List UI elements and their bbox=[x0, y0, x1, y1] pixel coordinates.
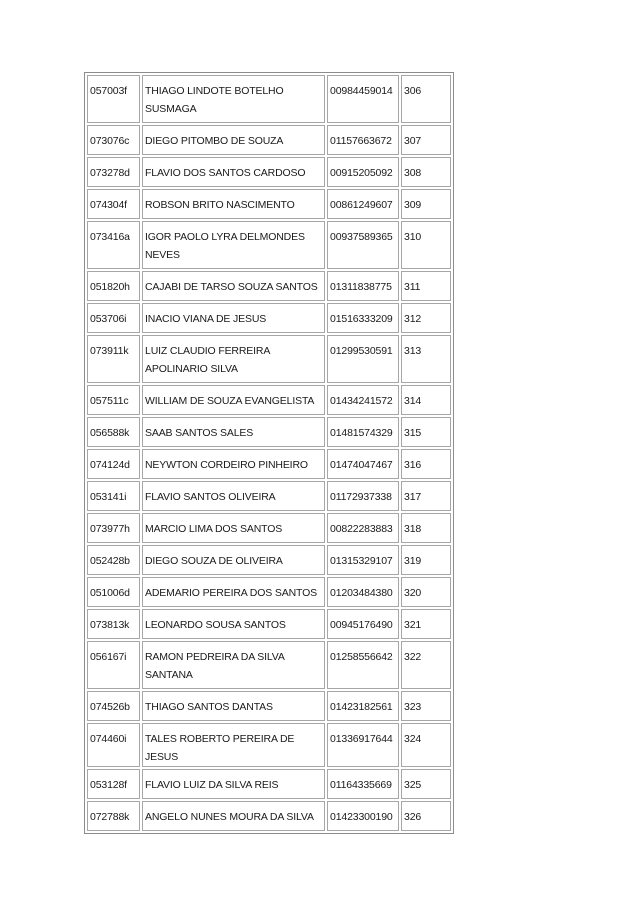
table-row bbox=[87, 577, 451, 607]
registration-code-cell: 072788k bbox=[87, 801, 140, 831]
sequence-number-cell: 314 bbox=[401, 385, 451, 415]
document-number-cell: 00937589365 bbox=[327, 221, 399, 269]
sequence-number-cell: 311 bbox=[401, 271, 451, 301]
sequence-number-cell: 326 bbox=[401, 801, 451, 831]
full-name-cell: LUIZ CLAUDIO FERREIRA APOLINARIO SILVA bbox=[142, 335, 325, 383]
table-row bbox=[87, 417, 451, 447]
full-name-cell: INACIO VIANA DE JESUS bbox=[142, 303, 325, 333]
full-name-cell: ADEMARIO PEREIRA DOS SANTOS bbox=[142, 577, 325, 607]
registration-code-cell: 053706i bbox=[87, 303, 140, 333]
sequence-number-cell: 312 bbox=[401, 303, 451, 333]
full-name-cell: FLAVIO DOS SANTOS CARDOSO bbox=[142, 157, 325, 187]
document-number-cell: 01203484380 bbox=[327, 577, 399, 607]
records-table bbox=[84, 72, 454, 834]
document-number-cell: 01172937338 bbox=[327, 481, 399, 511]
document-number-cell: 00945176490 bbox=[327, 609, 399, 639]
document-number-cell: 01423300190 bbox=[327, 801, 399, 831]
sequence-number-cell: 321 bbox=[401, 609, 451, 639]
document-number-cell: 01164335669 bbox=[327, 769, 399, 799]
table-row bbox=[87, 271, 451, 301]
table-row bbox=[87, 125, 451, 155]
sequence-number-cell: 310 bbox=[401, 221, 451, 269]
sequence-number-cell: 307 bbox=[401, 125, 451, 155]
registration-code-cell: 053128f bbox=[87, 769, 140, 799]
document-number-cell: 00984459014 bbox=[327, 75, 399, 123]
document-number-cell: 01315329107 bbox=[327, 545, 399, 575]
document-number-cell: 00822283883 bbox=[327, 513, 399, 543]
sequence-number-cell: 316 bbox=[401, 449, 451, 479]
registration-code-cell: 057003f bbox=[87, 75, 140, 123]
table-row bbox=[87, 221, 451, 269]
full-name-cell: WILLIAM DE SOUZA EVANGELISTA bbox=[142, 385, 325, 415]
document-number-cell: 01516333209 bbox=[327, 303, 399, 333]
document-number-cell: 01336917644 bbox=[327, 723, 399, 767]
table-row bbox=[87, 641, 451, 689]
registration-code-cell: 073813k bbox=[87, 609, 140, 639]
registration-code-cell: 073076c bbox=[87, 125, 140, 155]
full-name-cell: IGOR PAOLO LYRA DELMONDES NEVES bbox=[142, 221, 325, 269]
full-name-cell: THIAGO LINDOTE BOTELHO SUSMAGA bbox=[142, 75, 325, 123]
table-row bbox=[87, 303, 451, 333]
table-row bbox=[87, 481, 451, 511]
sequence-number-cell: 309 bbox=[401, 189, 451, 219]
registration-code-cell: 073278d bbox=[87, 157, 140, 187]
document-number-cell: 01434241572 bbox=[327, 385, 399, 415]
registration-code-cell: 051820h bbox=[87, 271, 140, 301]
sequence-number-cell: 325 bbox=[401, 769, 451, 799]
full-name-cell: RAMON PEDREIRA DA SILVA SANTANA bbox=[142, 641, 325, 689]
document-number-cell: 01157663672 bbox=[327, 125, 399, 155]
registration-code-cell: 074460i bbox=[87, 723, 140, 767]
full-name-cell: DIEGO SOUZA DE OLIVEIRA bbox=[142, 545, 325, 575]
records-table-body bbox=[87, 75, 451, 831]
table-row bbox=[87, 545, 451, 575]
document-number-cell: 01299530591 bbox=[327, 335, 399, 383]
full-name-cell: DIEGO PITOMBO DE SOUZA bbox=[142, 125, 325, 155]
registration-code-cell: 074526b bbox=[87, 691, 140, 721]
table-row bbox=[87, 513, 451, 543]
registration-code-cell: 056167i bbox=[87, 641, 140, 689]
table-row bbox=[87, 189, 451, 219]
registration-code-cell: 051006d bbox=[87, 577, 140, 607]
table-row bbox=[87, 75, 451, 123]
document-number-cell: 01481574329 bbox=[327, 417, 399, 447]
registration-code-cell: 074304f bbox=[87, 189, 140, 219]
registration-code-cell: 052428b bbox=[87, 545, 140, 575]
full-name-cell: SAAB SANTOS SALES bbox=[142, 417, 325, 447]
table-row bbox=[87, 723, 451, 767]
sequence-number-cell: 318 bbox=[401, 513, 451, 543]
table-row bbox=[87, 385, 451, 415]
sequence-number-cell: 315 bbox=[401, 417, 451, 447]
table-row bbox=[87, 609, 451, 639]
document-number-cell: 01474047467 bbox=[327, 449, 399, 479]
document-number-cell: 01311838775 bbox=[327, 271, 399, 301]
table-row bbox=[87, 801, 451, 831]
full-name-cell: CAJABI DE TARSO SOUZA SANTOS bbox=[142, 271, 325, 301]
full-name-cell: NEYWTON CORDEIRO PINHEIRO bbox=[142, 449, 325, 479]
document-number-cell: 01423182561 bbox=[327, 691, 399, 721]
document-number-cell: 00861249607 bbox=[327, 189, 399, 219]
table-row bbox=[87, 691, 451, 721]
sequence-number-cell: 324 bbox=[401, 723, 451, 767]
sequence-number-cell: 306 bbox=[401, 75, 451, 123]
registration-code-cell: 056588k bbox=[87, 417, 140, 447]
full-name-cell: LEONARDO SOUSA SANTOS bbox=[142, 609, 325, 639]
full-name-cell: MARCIO LIMA DOS SANTOS bbox=[142, 513, 325, 543]
registration-code-cell: 073911k bbox=[87, 335, 140, 383]
table-row bbox=[87, 335, 451, 383]
document-number-cell: 00915205092 bbox=[327, 157, 399, 187]
registration-code-cell: 053141i bbox=[87, 481, 140, 511]
table-row bbox=[87, 769, 451, 799]
full-name-cell: THIAGO SANTOS DANTAS bbox=[142, 691, 325, 721]
sequence-number-cell: 319 bbox=[401, 545, 451, 575]
full-name-cell: TALES ROBERTO PEREIRA DE JESUS bbox=[142, 723, 325, 767]
table-row bbox=[87, 449, 451, 479]
sequence-number-cell: 317 bbox=[401, 481, 451, 511]
registration-code-cell: 057511c bbox=[87, 385, 140, 415]
registration-code-cell: 073416a bbox=[87, 221, 140, 269]
sequence-number-cell: 322 bbox=[401, 641, 451, 689]
table-row bbox=[87, 157, 451, 187]
registration-code-cell: 074124d bbox=[87, 449, 140, 479]
document-number-cell: 01258556642 bbox=[327, 641, 399, 689]
full-name-cell: ANGELO NUNES MOURA DA SILVA bbox=[142, 801, 325, 831]
registration-code-cell: 073977h bbox=[87, 513, 140, 543]
full-name-cell: FLAVIO SANTOS OLIVEIRA bbox=[142, 481, 325, 511]
sequence-number-cell: 323 bbox=[401, 691, 451, 721]
sequence-number-cell: 308 bbox=[401, 157, 451, 187]
sequence-number-cell: 313 bbox=[401, 335, 451, 383]
full-name-cell: FLAVIO LUIZ DA SILVA REIS bbox=[142, 769, 325, 799]
full-name-cell: ROBSON BRITO NASCIMENTO bbox=[142, 189, 325, 219]
sequence-number-cell: 320 bbox=[401, 577, 451, 607]
